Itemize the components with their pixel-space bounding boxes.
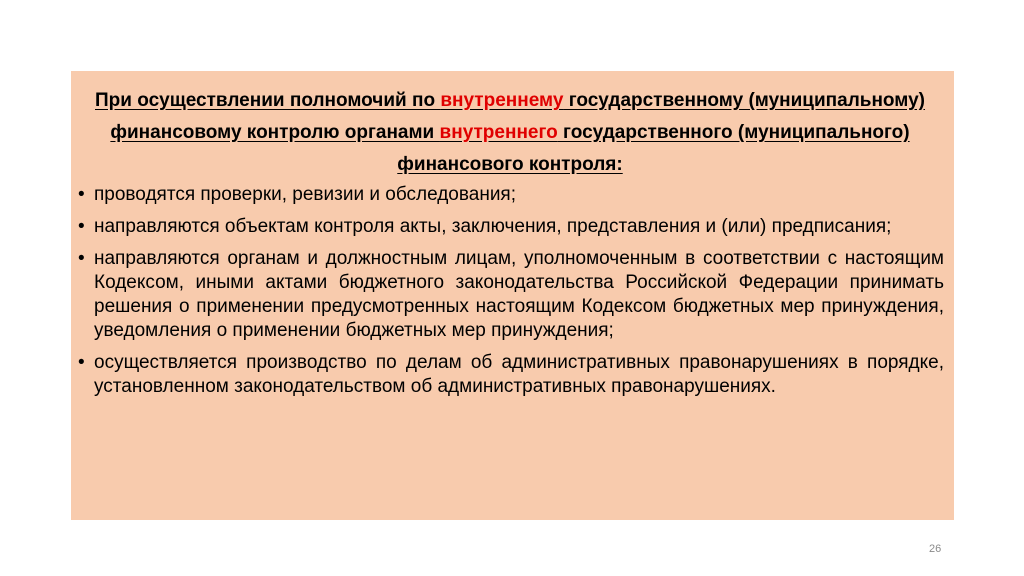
- bullet-icon: •: [78, 216, 85, 237]
- heading-highlight-1: внутреннему: [440, 90, 564, 111]
- heading-part-3: государственного (муниципального) финансового контроля:: [397, 122, 910, 175]
- bullet-icon: •: [78, 248, 85, 269]
- list-item: [76, 351, 944, 399]
- heading-part-1: При осуществлении полномочий по: [95, 90, 441, 111]
- page-number: 26: [929, 543, 942, 555]
- list-item-text: проводятся проверки, ревизии и обследования;: [94, 184, 516, 205]
- heading-part-2: государственному (муниципальному) финансовому контролю органами: [110, 90, 925, 143]
- list-item-text: направляются объектам контроля акты, заключения, представления и (или) предписания;: [94, 216, 892, 237]
- slide-heading: [76, 85, 944, 181]
- bullet-icon: •: [78, 352, 85, 373]
- heading-highlight-2: внутреннего: [439, 122, 558, 143]
- bullet-list: [76, 183, 944, 399]
- list-item: [76, 215, 944, 239]
- list-item-text: направляются органам и должностным лицам, уполномоченным в соответствии с настоящим Кодексом, иными актами бюджетного законодательства Российской Федерации принимать решения о применении предусмотренных настоящим Кодексом бюджетных мер принуждения, уведомления о применении бюджетных мер принуждения;: [94, 248, 944, 341]
- list-item: [76, 183, 944, 207]
- list-item: [76, 247, 944, 343]
- bullet-icon: •: [78, 184, 85, 205]
- list-item-text: осуществляется производство по делам об административных правонарушениях в порядке, установленном законодательством об административных правонарушениях.: [94, 352, 944, 397]
- content-box: [71, 71, 954, 520]
